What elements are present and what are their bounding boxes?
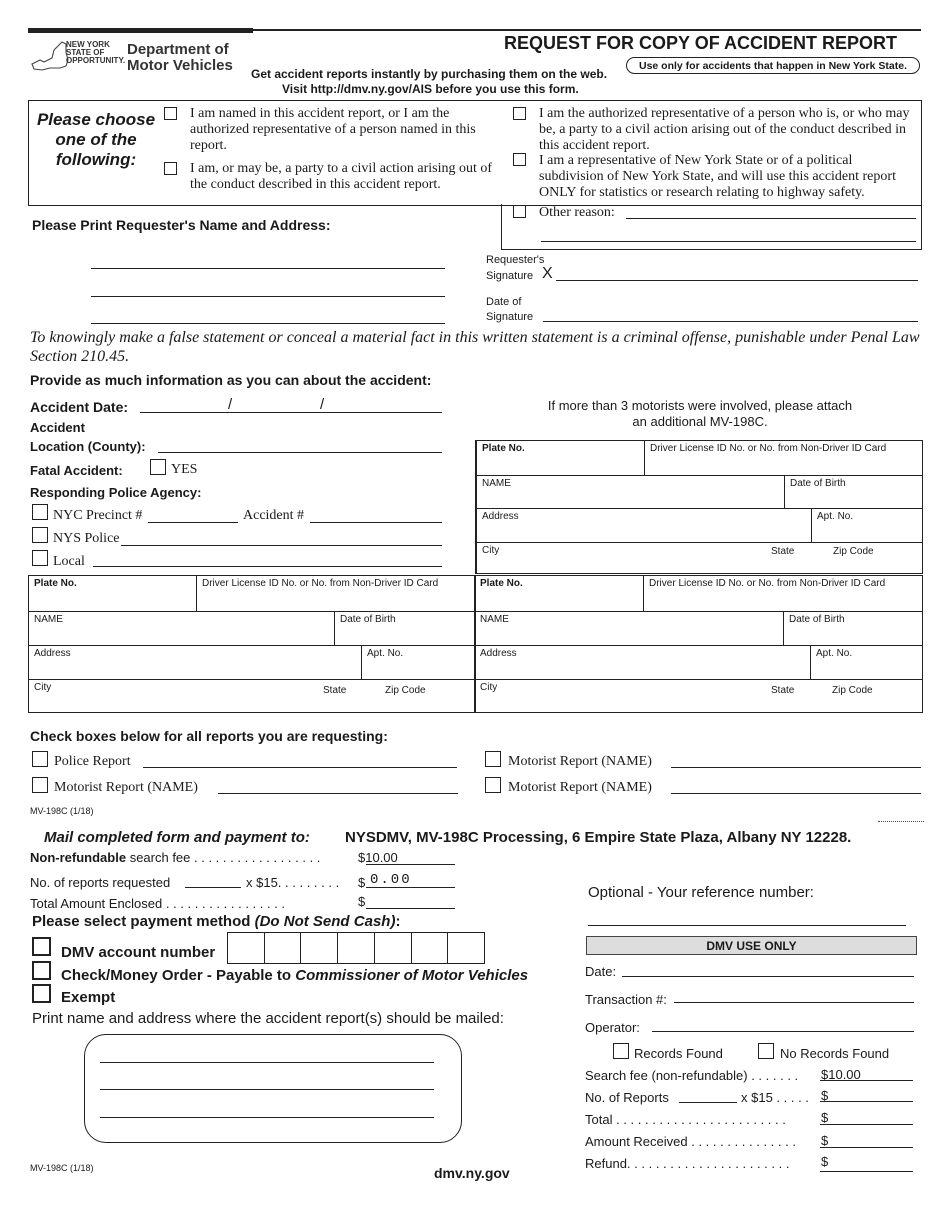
requester-line2[interactable] xyxy=(91,296,445,297)
m3-address[interactable]: Address xyxy=(475,646,811,680)
check-payee: Commissioner of Motor Vehicles xyxy=(295,967,529,984)
accident-date-line[interactable] xyxy=(140,412,442,413)
false-statement-warning: To knowingly make a false statement or conceal a material fact in this written statement is a criminal offense, punishable under Penal Law Section 210.45. xyxy=(30,329,920,365)
search-fee-value: $10.00 xyxy=(358,850,398,865)
nys-police-label: NYS Police xyxy=(53,531,120,546)
police-agency-label: Responding Police Agency: xyxy=(30,485,202,500)
dmv-num-reports-times: x $15 . . . . . xyxy=(741,1090,809,1105)
form-title: REQUEST FOR COPY OF ACCIDENT REPORT xyxy=(504,33,898,53)
requester-line3[interactable] xyxy=(91,323,445,324)
ny-only-badge: Use only for accidents that happen in New York State. xyxy=(626,57,920,74)
local-police-checkbox[interactable] xyxy=(32,550,48,566)
motorist-report-1-checkbox[interactable] xyxy=(32,777,48,793)
m2-zip: Zip Code xyxy=(385,685,426,696)
dmv-num-reports-line xyxy=(679,1102,737,1103)
payment-method-heading xyxy=(32,913,400,930)
accident-heading: Provide as much information as you can about the accident: xyxy=(30,372,432,388)
motorist-report-2-label: Motorist Report (NAME) xyxy=(508,754,652,769)
m3-state: State xyxy=(771,685,795,696)
total-dollar: $ xyxy=(358,894,366,909)
m2-city[interactable]: City xyxy=(34,682,52,693)
footer-form-code: MV-198C (1/18) xyxy=(30,1163,94,1173)
dmv-use-heading: DMV USE ONLY xyxy=(586,936,917,955)
mailing-line-2[interactable] xyxy=(100,1089,434,1090)
choose-prompt: Please choose one of the following: xyxy=(36,110,156,169)
reports-count-line[interactable] xyxy=(185,887,241,888)
motorist-report-2-line[interactable] xyxy=(671,767,921,768)
date-sig-label1: Date of xyxy=(486,296,522,308)
police-report-label: Police Report xyxy=(54,754,131,769)
dmv-total-line xyxy=(820,1124,913,1125)
m2-address[interactable]: Address xyxy=(29,646,362,680)
payment-checkbox-2[interactable] xyxy=(32,961,51,980)
option5-checkbox[interactable] xyxy=(513,205,526,218)
option2-label: I am, or may be, a party to a civil action arising out of the conduct described in this accident report. xyxy=(190,161,493,192)
motorist-report-1-label: Motorist Report (NAME) xyxy=(54,780,198,795)
mid-form-code: MV-198C (1/18) xyxy=(30,806,94,816)
date-slash2: / xyxy=(320,396,325,413)
police-report-checkbox[interactable] xyxy=(32,751,48,767)
dmv-search-fee-line xyxy=(820,1080,913,1081)
other-reason-line2[interactable] xyxy=(541,241,916,242)
dmv-date-label: Date: xyxy=(585,964,617,979)
check-prefix: Check/Money Order - Payable to xyxy=(61,967,292,984)
motorist-grid-2 xyxy=(28,575,476,713)
reports-count-label: No. of reports requested xyxy=(30,875,171,890)
m2-dob[interactable]: Date of Birth xyxy=(335,612,475,646)
dmv-amount-received-label: Amount Received . . . . . . . . . . . . . . . xyxy=(585,1134,796,1149)
dmv-refund-dollar: $ xyxy=(821,1154,829,1169)
m3-plate[interactable]: Plate No. xyxy=(475,576,644,612)
option1-label: I am named in this accident report, or I am the authorized representative of a person named in this report. xyxy=(190,106,476,153)
location-label2: Location (County): xyxy=(30,439,146,454)
exempt-label: Exempt xyxy=(61,989,116,1006)
payment-method-colon: : xyxy=(395,913,401,930)
dmv-refund-label: Refund. . . . . . . . . . . . . . . . . . . . . . . xyxy=(585,1156,790,1171)
location-line[interactable] xyxy=(158,452,442,453)
accident-number-label: Accident # xyxy=(243,508,305,523)
dept-line2: Motor Vehicles xyxy=(127,57,233,74)
dmv-search-fee-value: $10.00 xyxy=(821,1067,861,1082)
m3-dob[interactable]: Date of Birth xyxy=(784,612,922,646)
mail-to-instructions: Print name and address where the accident report(s) should be mailed: xyxy=(32,1010,504,1027)
m3-zip: Zip Code xyxy=(832,685,873,696)
dmv-transaction-label: Transaction #: xyxy=(585,992,667,1007)
option3-label: I am the authorized representative of a person who is, or who may be, a party to a civil action arising out of the conduct described in this accident report. xyxy=(539,106,910,153)
signature-label2: Signature xyxy=(486,270,534,282)
m2-license[interactable]: Driver License ID No. or No. from Non-Driver ID Card xyxy=(197,576,475,612)
ny-logo-text: NEW YORK STATE OF OPPORTUNITY. xyxy=(66,40,126,65)
requester-heading: Please Print Requester's Name and Address: xyxy=(32,217,331,233)
no-records-label: No Records Found xyxy=(780,1046,890,1061)
total-enclosed-label: Total Amount Enclosed . . . . . . . . . . . . . . . . . xyxy=(30,896,286,911)
signature-line[interactable] xyxy=(556,280,918,281)
requester-line1[interactable] xyxy=(91,268,445,269)
dmv-transaction-line xyxy=(674,1002,914,1003)
mail-address: NYSDMV, MV-198C Processing, 6 Empire State Plaza, Albany NY 12228. xyxy=(345,829,852,846)
more-motorists-note: If more than 3 motorists were involved, please attach an additional MV-198C. xyxy=(547,398,853,429)
no-records-checkbox[interactable] xyxy=(758,1043,774,1059)
dmv-operator-line xyxy=(652,1031,914,1032)
option4-checkbox[interactable] xyxy=(513,153,526,166)
m3-apt[interactable]: Apt. No. xyxy=(811,646,922,680)
dmv-account-label: DMV account number xyxy=(61,944,216,961)
dmv-account-boxes[interactable] xyxy=(227,932,485,964)
search-fee-line xyxy=(366,864,455,865)
mail-to-label: Mail completed form and payment to: xyxy=(44,829,310,846)
location-label1: Accident xyxy=(30,420,85,435)
accident-number-line[interactable] xyxy=(310,522,442,523)
dmv-total-label: Total . . . . . . . . . . . . . . . . . . . . . . . . xyxy=(585,1112,786,1127)
m1-dob[interactable]: Date of Birth xyxy=(785,476,923,509)
total-enclosed-line[interactable] xyxy=(366,908,455,909)
mailing-line-1[interactable] xyxy=(100,1062,434,1063)
date-sig-label2: Signature xyxy=(486,311,534,323)
fatal-yes-label: YES xyxy=(171,462,198,477)
dmv-operator-label: Operator: xyxy=(585,1020,640,1035)
motorist-grid-1 xyxy=(475,440,923,574)
option4-label: I am a representative of New York State or of a political subdivision of New York State, and will use this accident report ONLY for statistics or research relating to highway safety. xyxy=(539,153,896,200)
search-fee-bold: Non-refundable xyxy=(30,850,127,865)
payment-method-note: (Do Not Send Cash) xyxy=(254,913,396,930)
local-police-label: Local xyxy=(53,554,85,569)
dmv-refund-line xyxy=(820,1171,913,1172)
reports-heading: Check boxes below for all reports you are requesting: xyxy=(30,728,388,744)
top-rule-thick xyxy=(28,28,253,33)
m1-plate[interactable]: Plate No. xyxy=(477,441,645,476)
m3-city[interactable]: City xyxy=(480,682,498,693)
payment-checkbox-1[interactable] xyxy=(32,937,51,956)
reports-dollar: $ xyxy=(358,875,366,890)
m1-state: State xyxy=(771,546,795,557)
signature-x: X xyxy=(542,265,553,282)
motorist-grid-3 xyxy=(475,575,923,713)
fatal-yes-checkbox[interactable] xyxy=(150,459,166,475)
m2-name[interactable]: NAME xyxy=(29,612,335,646)
signature-label1: Requester's xyxy=(486,254,545,266)
local-police-line[interactable] xyxy=(93,566,442,567)
dmv-search-fee-label: Search fee (non-refundable) . . . . . . . xyxy=(585,1068,799,1083)
option2-checkbox[interactable] xyxy=(164,162,177,175)
dmv-num-reports-label: No. of Reports xyxy=(585,1090,669,1105)
option1-checkbox[interactable] xyxy=(164,107,177,120)
dotted-mark xyxy=(878,821,924,822)
m2-state: State xyxy=(323,685,347,696)
m1-name[interactable]: NAME xyxy=(477,476,785,509)
reports-value-line xyxy=(366,887,455,888)
nyc-precinct-line[interactable] xyxy=(148,522,238,523)
search-fee-row xyxy=(30,850,320,865)
m1-city[interactable]: City xyxy=(482,545,500,556)
dmv-num-reports-dollar: $ xyxy=(821,1088,829,1103)
dmv-amount-received-line xyxy=(820,1147,913,1148)
subtitle-visit: Visit http://dmv.ny.gov/AIS before you use this form. xyxy=(282,82,579,96)
option5-label: Other reason: xyxy=(539,205,615,220)
payment-method-title: Please select payment method xyxy=(32,913,251,930)
mailing-line-3[interactable] xyxy=(100,1117,434,1118)
accident-date-label: Accident Date: xyxy=(30,399,129,415)
dept-line1: Department of xyxy=(127,41,229,58)
m2-apt[interactable]: Apt. No. xyxy=(362,646,475,680)
reference-line[interactable] xyxy=(588,925,906,926)
motorist-report-3-checkbox[interactable] xyxy=(485,777,501,793)
reports-value[interactable]: 0.00 xyxy=(370,872,412,888)
motorist-report-3-line[interactable] xyxy=(671,793,921,794)
motorist-report-2-checkbox[interactable] xyxy=(485,751,501,767)
motorist-report-3-label: Motorist Report (NAME) xyxy=(508,780,652,795)
dmv-date-line xyxy=(622,976,914,977)
m3-name[interactable]: NAME xyxy=(475,612,784,646)
police-report-line[interactable] xyxy=(143,767,457,768)
nys-police-line[interactable] xyxy=(121,545,442,546)
other-reason-line1[interactable] xyxy=(626,218,916,219)
subtitle-web: Get accident reports instantly by purchasing them on the web. xyxy=(251,67,608,81)
payment-checkbox-3[interactable] xyxy=(32,984,51,1003)
m1-address[interactable]: Address xyxy=(477,509,812,543)
nys-police-checkbox[interactable] xyxy=(32,527,48,543)
footer-website: dmv.ny.gov xyxy=(434,1165,510,1181)
m1-zip: Zip Code xyxy=(833,546,874,557)
date-slash1: / xyxy=(228,396,233,413)
m1-license[interactable]: Driver License ID No. or No. from Non-Driver ID Card xyxy=(645,441,923,476)
records-found-label: Records Found xyxy=(634,1046,723,1061)
m1-apt[interactable]: Apt. No. xyxy=(812,509,923,543)
search-fee-label: search fee . . . . . . . . . . . . . . . . . . xyxy=(129,850,321,865)
motorist-report-1-line[interactable] xyxy=(218,793,458,794)
nyc-precinct-checkbox[interactable] xyxy=(32,504,48,520)
records-found-checkbox[interactable] xyxy=(613,1043,629,1059)
reports-times: x $15. . . . . . . . . xyxy=(246,875,340,890)
option3-checkbox[interactable] xyxy=(513,107,526,120)
top-rule-thin xyxy=(253,29,921,31)
check-money-order xyxy=(61,967,528,984)
dmv-total-dollar: $ xyxy=(821,1110,829,1125)
fatal-label: Fatal Accident: xyxy=(30,463,123,478)
dmv-amount-received-dollar: $ xyxy=(821,1133,829,1148)
dmv-num-reports-value-line xyxy=(820,1101,913,1102)
m3-license[interactable]: Driver License ID No. or No. from Non-Driver ID Card xyxy=(644,576,922,612)
date-sig-line[interactable] xyxy=(543,321,918,322)
m2-plate[interactable]: Plate No. xyxy=(29,576,197,612)
nyc-precinct-label: NYC Precinct # xyxy=(53,508,143,523)
reference-label: Optional - Your reference number: xyxy=(588,884,814,901)
